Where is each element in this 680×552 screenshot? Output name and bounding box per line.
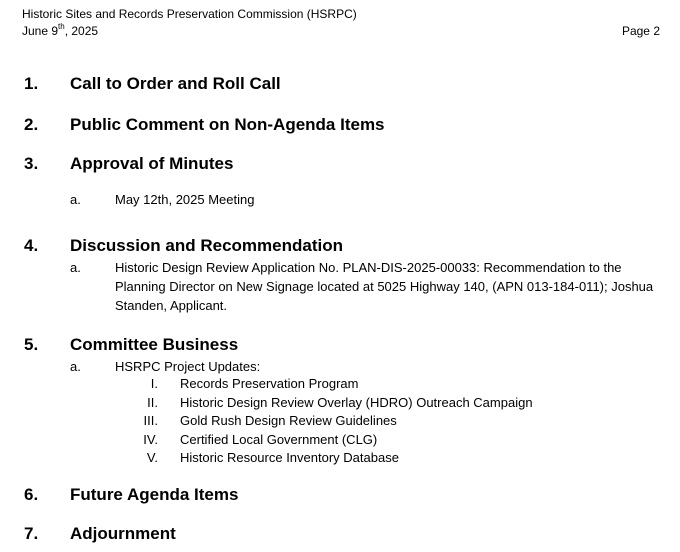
update-text: Records Preservation Program xyxy=(180,376,359,391)
update-text: Certified Local Government (CLG) xyxy=(180,431,378,447)
org-name: Historic Sites and Records Preservation Commission (HSRPC) xyxy=(22,7,357,21)
agenda-item-2 xyxy=(24,114,670,136)
subitem-letter: a. xyxy=(70,359,81,374)
item-number: 6. xyxy=(24,485,39,504)
update-text: Historic Design Review Overlay (HDRO) Outreach Campaign xyxy=(180,394,533,410)
subitem-text: HSRPC Project Updates: xyxy=(115,359,261,374)
subitem-letter: a. xyxy=(70,260,81,275)
item-title: Adjournment xyxy=(70,524,176,543)
discussion-subitem xyxy=(70,258,658,315)
roman-numeral: I. xyxy=(150,376,158,391)
item-title: Committee Business xyxy=(70,335,239,354)
roman-numeral: II. xyxy=(147,394,158,410)
item-title: Future Agenda Items xyxy=(70,485,239,504)
item-number: 7. xyxy=(24,524,39,543)
item-number: 5. xyxy=(24,335,39,354)
agenda-item-5 xyxy=(24,334,670,356)
agenda-item-6 xyxy=(24,484,670,506)
item-number: 1. xyxy=(24,74,39,93)
roman-numeral: V. xyxy=(146,450,158,465)
list-item xyxy=(70,449,658,468)
date-page-row xyxy=(22,23,660,40)
subitem-text: Historic Design Review Application No. PLAN-DIS-2025-00033: Recommendation to the Planning Director on New Signage located at 5025 Highway 140, (APN 013-184-011); Joshua Standen, Applicant. xyxy=(115,260,654,313)
agenda-item-4 xyxy=(24,235,670,257)
item-title: Approval of Minutes xyxy=(70,154,234,173)
date-year: , 2025 xyxy=(64,24,99,38)
subitem-text: May 12th, 2025 Meeting xyxy=(115,192,255,207)
item-title: Call to Order and Roll Call xyxy=(70,74,281,93)
agenda-item-7 xyxy=(24,523,670,545)
date-month-day: June 9 xyxy=(22,24,59,38)
meeting-date xyxy=(22,23,98,40)
update-text: Gold Rush Design Review Guidelines xyxy=(180,413,397,428)
item-title: Discussion and Recommendation xyxy=(70,236,343,255)
item-number: 2. xyxy=(24,115,39,134)
business-subitem xyxy=(70,357,658,376)
update-text: Historic Resource Inventory Database xyxy=(180,450,399,465)
page-number: Page 2 xyxy=(621,24,660,38)
document-header xyxy=(22,6,660,40)
list-item xyxy=(70,412,658,431)
minutes-subitem xyxy=(70,190,658,209)
list-item xyxy=(70,394,658,413)
agenda-item-1 xyxy=(24,73,670,95)
item-title: Public Comment on Non-Agenda Items xyxy=(70,115,385,134)
list-item xyxy=(70,375,658,394)
roman-numeral: IV. xyxy=(143,431,158,447)
agenda-item-3 xyxy=(24,153,670,175)
subitem-letter: a. xyxy=(70,192,81,207)
item-number: 4. xyxy=(24,236,39,255)
item-number: 3. xyxy=(24,154,39,173)
list-item xyxy=(70,431,658,450)
project-updates-list xyxy=(70,375,658,468)
roman-numeral: III. xyxy=(143,413,158,428)
date-ordinal: th xyxy=(58,22,65,31)
